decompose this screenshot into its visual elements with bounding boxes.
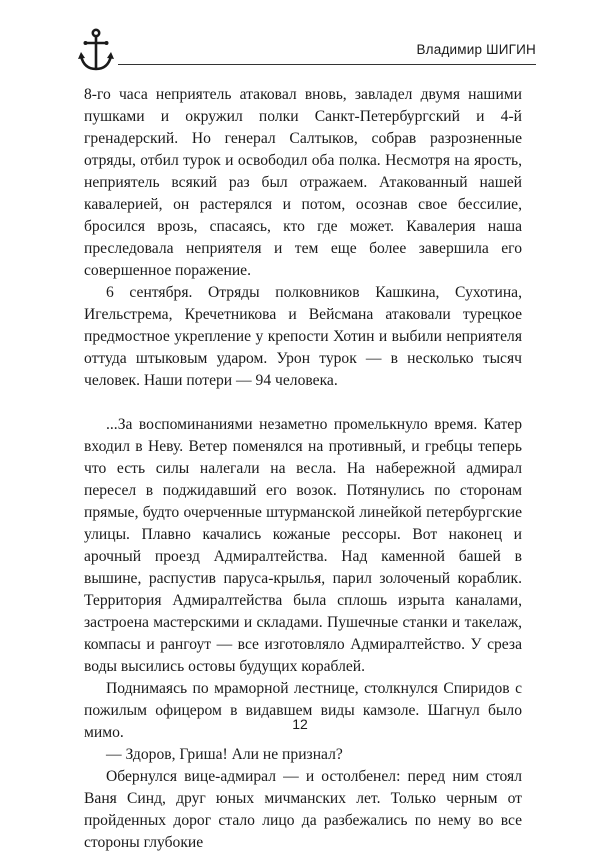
paragraph: 6 сентября. Отряды полковников Кашкина, Сухотина, Игельстрема, Кречетникова и Вейсмана атаковали турецкое предмостное укрепление у крепости Хотин и выбили неприятеля оттуда штыковым ударом. Урон турок — в несколько тысяч человек. Наши потери — 94 человека. [84, 284, 522, 389]
paragraph: — Здоров, Гриша! Али не признал? [106, 746, 343, 763]
running-header-author: Владимир ШИГИН [416, 42, 536, 57]
section-break [84, 392, 522, 414]
paragraph: ...За воспоминаниями незаметно промелькнуло время. Катер входил в Неву. Ветер поменялся на противный, и гребцы теперь что есть силы налегали на весла. На набережной адмирал пересел в поджидавший его возок. Потянулись по сторонам прямые, будто очерченные штурманской линейкой петербургские улицы. Плавно качались кожаные рессоры. Вот наконец и арочный проезд Адмиралтейства. Над каменной башей в вышине, распустив паруса-крылья, парил золоченый кораблик. Территория Адмиралтейства была сплошь изрыта каналами, застроена мастерскими и складами. Пушечные станки и такелаж, компасы и рангоут — все изготовляло Адмиралтейство. У среза воды высились остовы будущих кораблей. [84, 416, 522, 675]
header-rule [118, 64, 536, 65]
anchor-icon [78, 28, 114, 74]
paragraph: 8-го часа неприятель атаковал вновь, завладел двумя нашими пушками и окружил полки Санкт-Петербургский и 4-й гренадерский. Но генерал Салтыков, собрав разрозненные отряды, отбил турок и освободил оба полка. Несмотря на ярость, неприятель всякий раз был отражаем. Атакованный нашей кавалерией, он растерялся и потом, осознав свое бессилие, бросился врозь, спасаясь, кто где может. Кавалерия наша преследовала неприятеля и тем еще более завершила его совершенное поражение. [84, 86, 522, 279]
page-body [84, 84, 522, 854]
page-number: 12 [292, 716, 308, 732]
paragraph: Обернулся вице-адмирал — и остолбенел: перед ним стоял Ваня Синд, друг юных мичманских лет. Только черным от пройденных дорог стало лицо да разбежались по нему во все стороны глубокие [84, 768, 522, 851]
paragraph: Поднимаясь по мраморной лестнице, столкнулся Спиридов с пожилым офицером в видавшем виды камзоле. Шагнул было мимо. [84, 680, 522, 741]
